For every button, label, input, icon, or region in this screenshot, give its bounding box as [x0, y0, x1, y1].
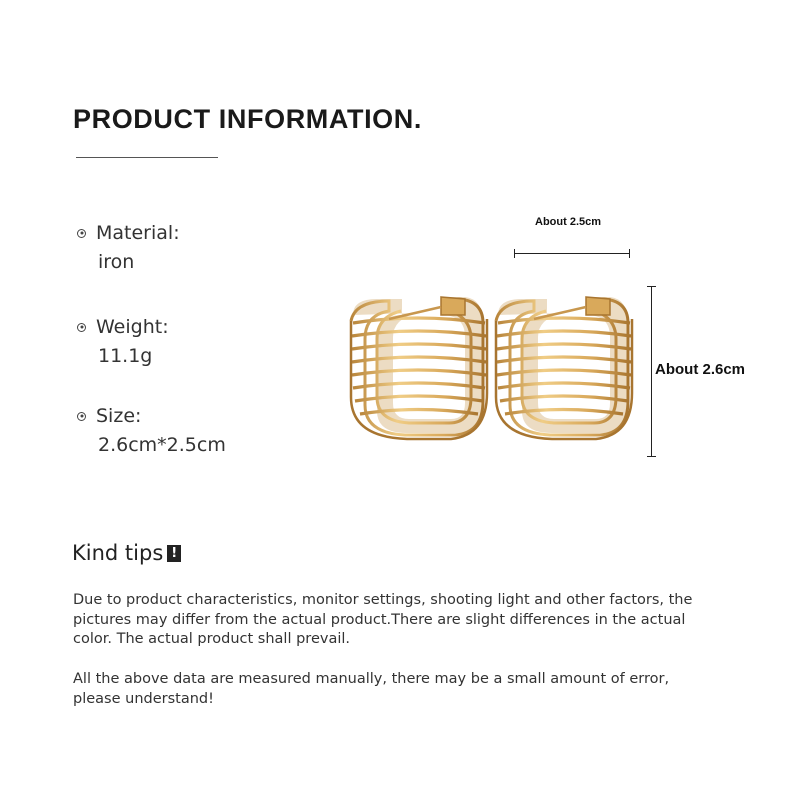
earring-left-image: [347, 293, 489, 443]
bullet-icon: [77, 412, 86, 421]
exclamation-icon: !: [167, 545, 181, 562]
earring-right-image: [492, 293, 634, 443]
kind-tips-heading: [72, 541, 181, 565]
spec-size-value: 2.6cm*2.5cm: [98, 434, 226, 456]
bullet-icon: [77, 229, 86, 238]
disclaimer-paragraph-2: All the above data are measured manually, there may be a small amount of error, please understand!: [73, 671, 670, 707]
spec-weight-label: Weight:: [96, 316, 169, 338]
spec-material: [77, 222, 180, 273]
spec-size-label: Size:: [96, 405, 142, 427]
spec-size: [77, 405, 226, 456]
height-dimension-label: About 2.6cm: [655, 361, 746, 378]
width-dimension-line: [514, 253, 630, 254]
page-title: PRODUCT INFORMATION.: [73, 104, 422, 134]
spec-material-value: iron: [98, 251, 135, 273]
title-underline: [76, 157, 218, 158]
width-dimension-label: About 2.5cm: [535, 216, 602, 228]
disclaimer-paragraph-1: Due to product characteristics, monitor settings, shooting light and other factors, the pictures may differ from the actual product.There are slight differences in the actual color. The actual product shall prevail.: [73, 592, 693, 647]
spec-material-label: Material:: [96, 222, 180, 244]
spec-weight-value: 11.1g: [98, 345, 153, 367]
spec-weight: [77, 316, 169, 367]
kind-tips-title: Kind tips: [72, 541, 164, 565]
height-dimension-line: [651, 286, 652, 457]
bullet-icon: [77, 323, 86, 332]
